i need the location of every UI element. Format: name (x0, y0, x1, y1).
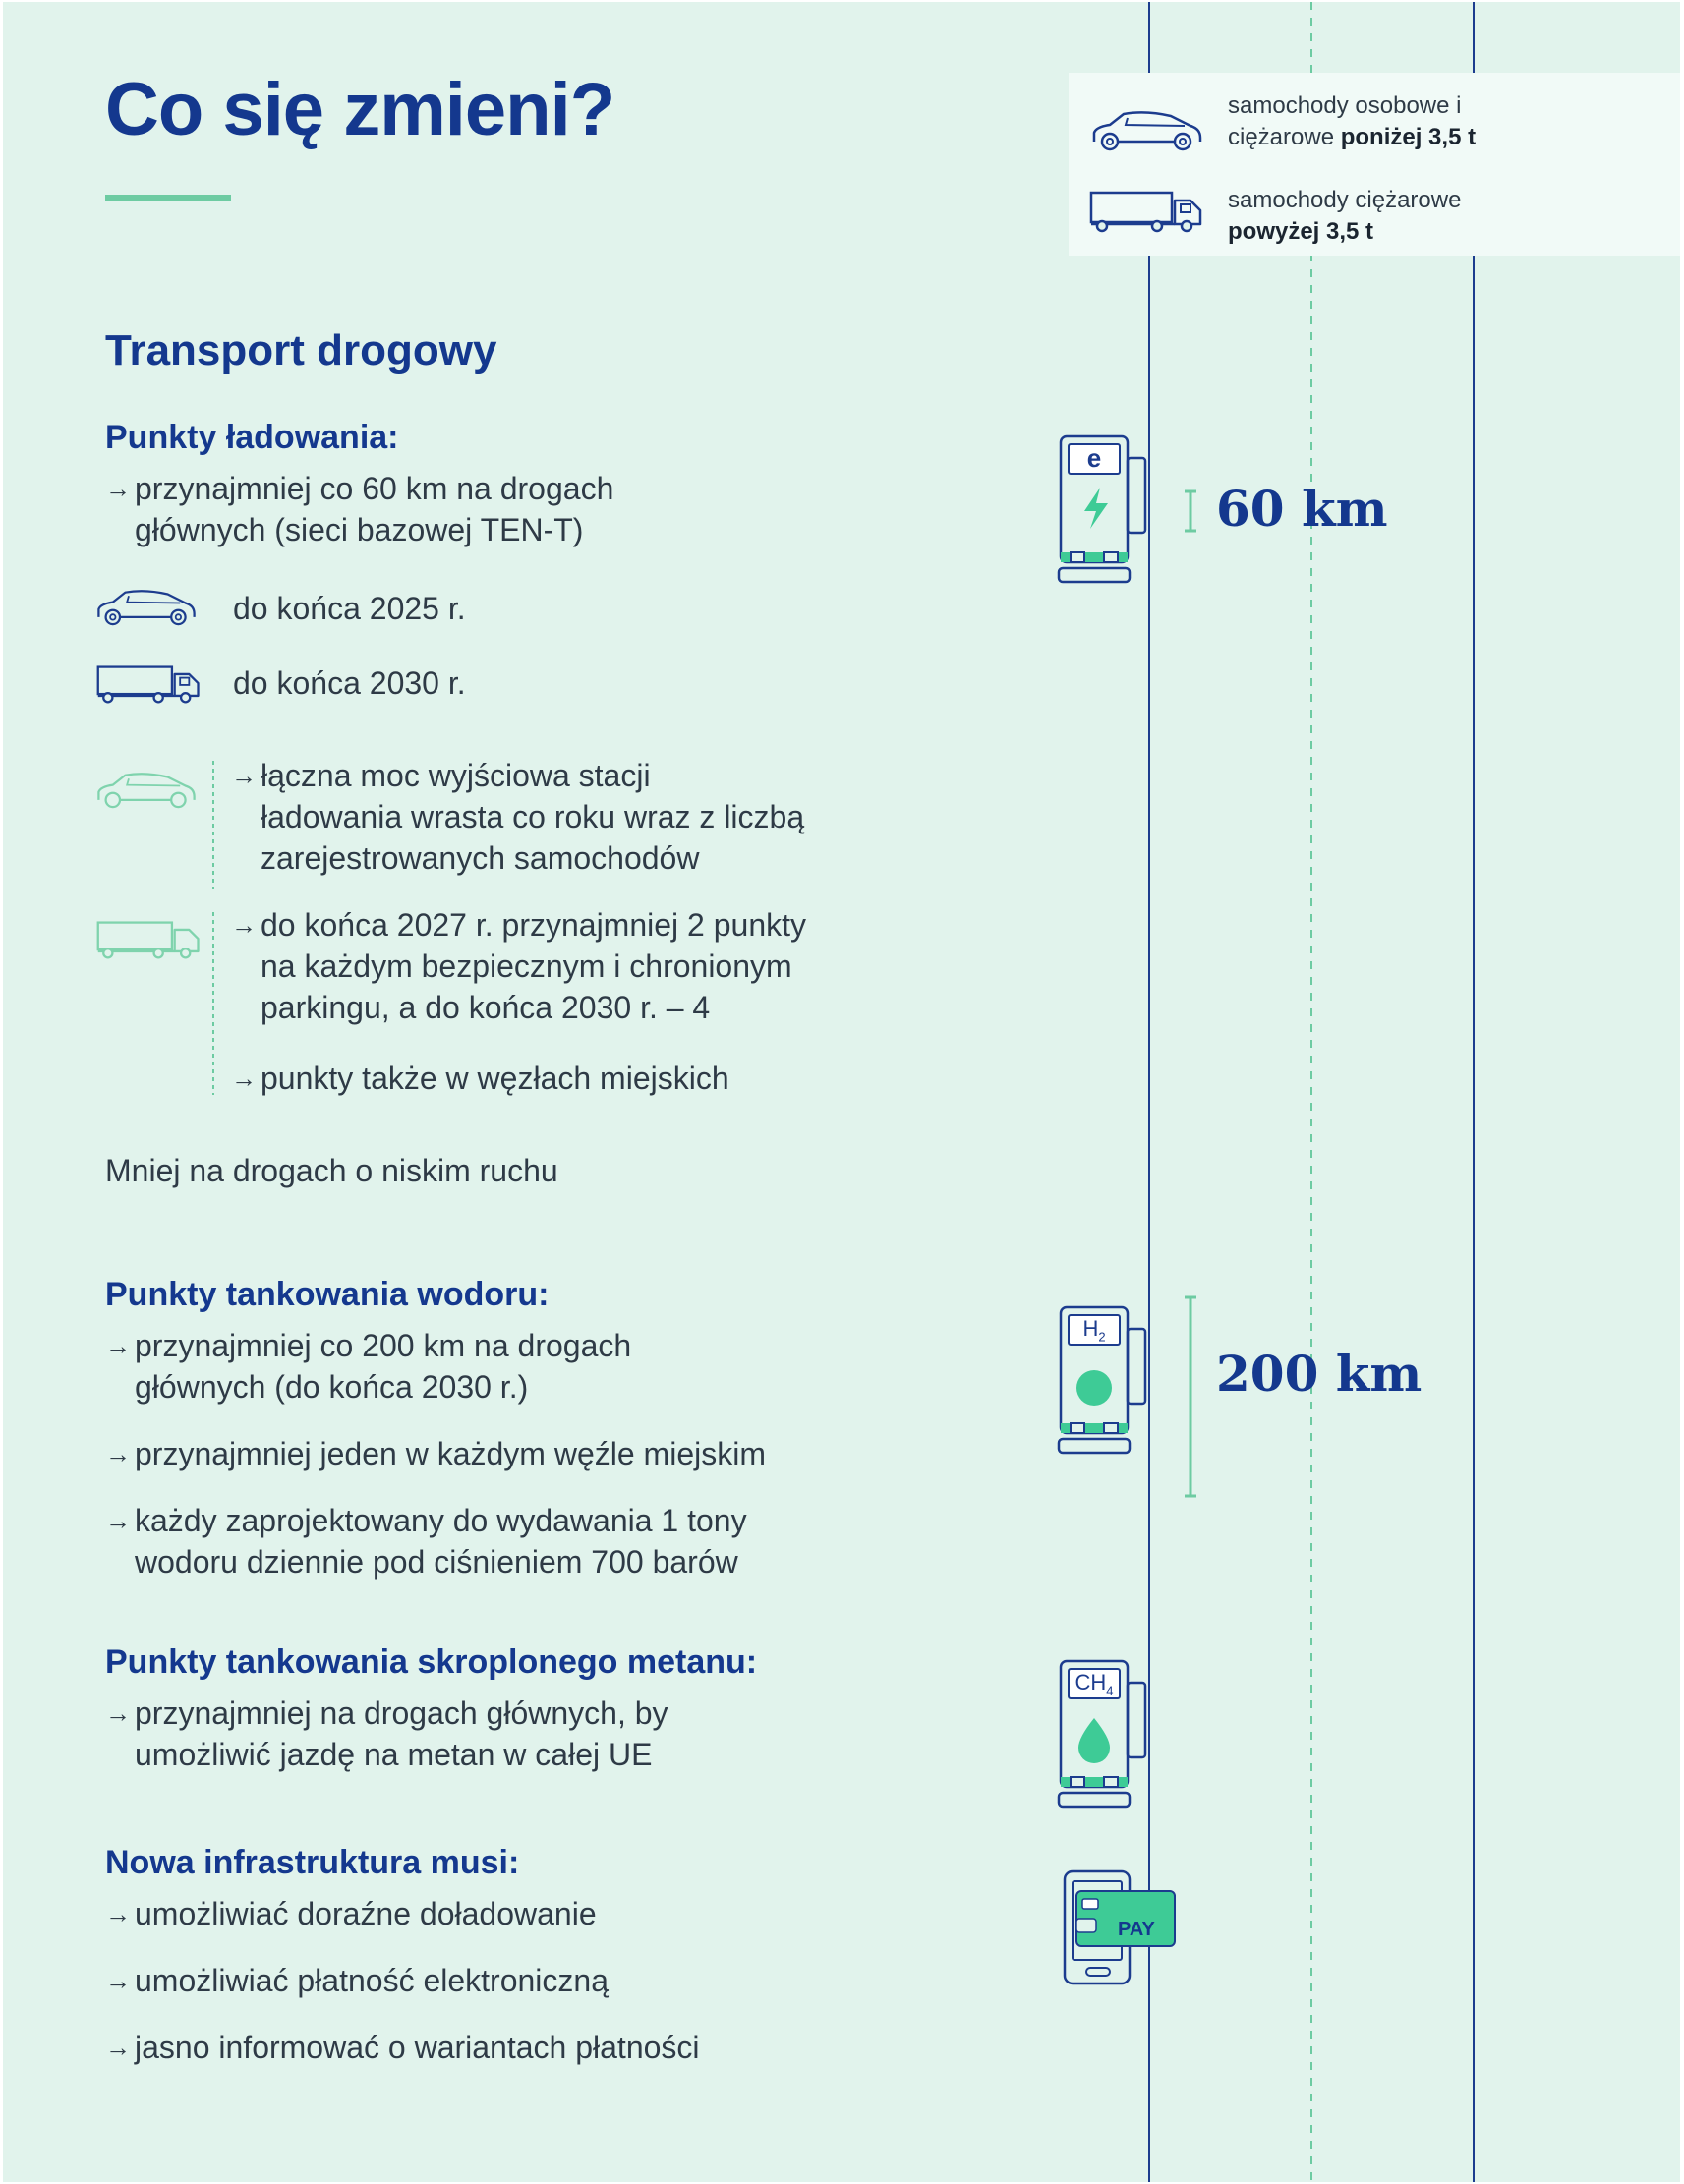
page-title: Co się zmieni? (105, 68, 615, 151)
methane-bullet-1: → przynajmniej na drogach głównych, by umożliwić jazdę na metan w całej UE (105, 1693, 668, 1775)
car-deadline: do końca 2025 r. (233, 591, 466, 626)
detail-divider (211, 912, 215, 1095)
infrastructure-bullet-3: → jasno informować o wariantach płatności (105, 2027, 700, 2068)
legend-truck-label: samochody ciężarowe powyżej 3,5 t (1228, 187, 1462, 245)
arrow-icon: → (231, 1063, 257, 1093)
infrastructure-heading: Nowa infrastruktura musi: (105, 1844, 520, 1881)
arrow-icon: → (105, 1698, 131, 1728)
hydrogen-station-icon (1057, 1305, 1155, 1457)
arrow-icon: → (105, 1439, 131, 1468)
arrow-icon: → (105, 1331, 131, 1360)
hydrogen-heading: Punkty tankowania wodoru: (105, 1276, 550, 1313)
car-icon (1088, 108, 1206, 153)
distance-60km: 60 km (1216, 480, 1388, 538)
methane-heading: Punkty tankowania skroplonego metanu: (105, 1643, 758, 1681)
truck-icon (95, 662, 203, 706)
low-traffic-note: Mniej na drogach o niskim ruchu (105, 1153, 558, 1188)
truck-detail-bullet: → do końca 2027 r. przynajmniej 2 punkty na każdym bezpiecznym i chronionym parkingu, a do końca 2030 r. – 4 (231, 904, 806, 1028)
pay-label: PAY (1118, 1919, 1155, 1940)
vehicle-legend (1069, 73, 1680, 256)
hydrogen-bullet-2: → przynajmniej jeden w każdym węźle miejskim (105, 1433, 766, 1474)
infrastructure-bullet-2: → umożliwiać płatność elektroniczną (105, 1960, 609, 2001)
arrow-icon: → (105, 1506, 131, 1535)
station-label: $CH_4$ (1074, 1670, 1114, 1698)
legend-car-label: samochody osobowe i ciężarowe poniżej 3,5 t (1228, 92, 1477, 150)
car-detail-bullet: → łączna moc wyjściowa stacji ładowania wrasta co roku wraz z liczbą zarejestrowanych samochodów (231, 755, 804, 879)
charging-bullet-1: → przynajmniej co 60 km na drogach głównych (sieci bazowej TEN-T) (105, 468, 613, 550)
charging-station-icon (1057, 434, 1155, 586)
arrow-icon: → (105, 2033, 131, 2062)
arrow-icon: → (105, 474, 131, 503)
station-label: $H_2$ (1082, 1316, 1106, 1345)
infographic-page (3, 2, 1680, 2182)
truck-icon (1088, 189, 1206, 234)
hydrogen-bullet-3: → każdy zaprojektowany do wydawania 1 tony wodoru dziennie pod ciśnieniem 700 barów (105, 1500, 747, 1582)
methane-station-icon (1057, 1659, 1155, 1810)
hydrogen-bullet-1: → przynajmniej co 200 km na drogach głównych (do końca 2030 r.) (105, 1325, 631, 1408)
distance-200km: 200 km (1216, 1345, 1423, 1403)
arrow-icon: → (105, 1899, 131, 1928)
infrastructure-bullet-1: → umożliwiać doraźne doładowanie (105, 1893, 597, 1934)
detail-divider (211, 761, 215, 889)
station-label: e (1086, 443, 1102, 473)
car-icon (93, 586, 200, 629)
charging-heading: Punkty ładowania: (105, 419, 399, 456)
distance-marker (1183, 489, 1198, 533)
payment-phone-icon (1061, 1869, 1179, 1987)
urban-nodes-bullet: → punkty także w węzłach miejskich (231, 1058, 729, 1099)
distance-marker (1183, 1295, 1198, 1498)
arrow-icon: → (105, 1966, 131, 1995)
truck-deadline: do końca 2030 r. (233, 665, 466, 701)
car-icon-light (93, 769, 200, 812)
arrow-icon: → (231, 910, 257, 940)
title-underline (105, 195, 231, 201)
arrow-icon: → (231, 761, 257, 790)
section-title: Transport drogowy (105, 326, 497, 374)
truck-icon-light (95, 918, 203, 961)
